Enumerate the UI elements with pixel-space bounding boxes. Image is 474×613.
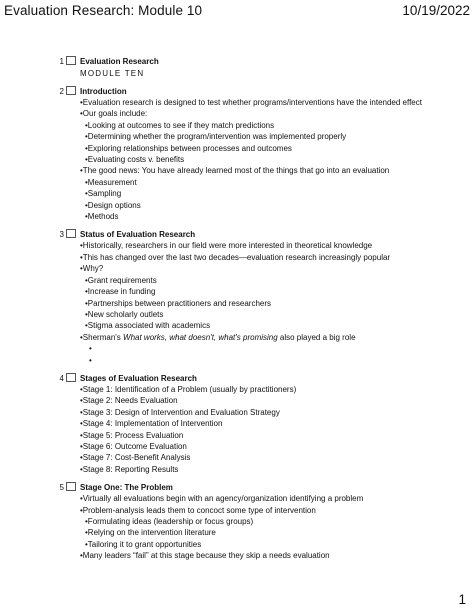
- document-date: 10/19/2022: [402, 3, 470, 18]
- bullet-item: •Sampling: [85, 189, 122, 199]
- bullet-item: •Our goals include:: [80, 109, 148, 119]
- bullet-item: [80, 332, 456, 343]
- slide-bullets: [80, 97, 456, 222]
- bullet-item: •Stage 4: Implementation of Intervention: [80, 419, 223, 429]
- bullet-item: •Exploring relationships between processes and outcomes: [85, 143, 292, 153]
- bullet-item: •: [89, 355, 92, 365]
- slide-thumbnail-box: [66, 373, 76, 382]
- bullet-item: •Stigma associated with academics: [85, 321, 211, 331]
- slide-thumbnail-box: [66, 482, 76, 491]
- slide-thumbnail-box: [66, 56, 76, 65]
- slide-title: Introduction: [80, 87, 127, 96]
- bullet-item: •Stage 7: Cost-Benefit Analysis: [80, 453, 191, 463]
- slide-thumbnail-box: [66, 86, 76, 95]
- book-title: What works, what doesn't, what's promising: [123, 332, 278, 342]
- bullet-item: •Evaluation research is designed to test whether programs/interventions have the intended effect: [80, 98, 422, 107]
- slide-bullets: [80, 493, 456, 561]
- slide-1: [56, 56, 456, 86]
- slide-bullets: [80, 384, 456, 475]
- slide-3: [56, 229, 456, 365]
- bullet-item: •Determining whether the program/intervention was implemented properly: [85, 132, 347, 142]
- bullet-item: •Evaluating costs v. benefits: [85, 155, 185, 165]
- bullet-item: •Stage 1: Identification of a Problem (usually by practitioners): [80, 384, 297, 394]
- slide-bullets: [80, 240, 456, 365]
- document-title: Evaluation Research: Module 10: [4, 3, 203, 18]
- slide-thumbnail-box: [66, 229, 76, 238]
- bullet-item: •Partnerships between practitioners and researchers: [85, 298, 272, 308]
- bullet-item: •Many leaders “fail” at this stage because they skip a needs evaluation: [80, 551, 330, 561]
- bullet-item: •Why?: [80, 264, 104, 274]
- bullet-item: •This has changed over the last two decades—evaluation research increasingly popular: [80, 252, 391, 262]
- slide-number: 3: [59, 230, 64, 240]
- slide-title: Evaluation Research: [80, 57, 159, 66]
- slide-notes-list: [56, 56, 456, 562]
- bullet-item: •Virtually all evaluations begin with an agency/organization identifying a problem: [80, 494, 364, 504]
- slide-subtitle: MODULE TEN: [80, 69, 145, 78]
- slide-5: [56, 482, 456, 561]
- slide-4: [56, 373, 456, 475]
- bullet-item: •Measurement: [85, 177, 137, 187]
- slide-title: Status of Evaluation Research: [80, 230, 196, 240]
- bullet-item: •Stage 5: Process Evaluation: [80, 430, 184, 440]
- slide-number: 1: [59, 57, 64, 66]
- bullet-item: •Stage 6: Outcome Evaluation: [80, 441, 187, 451]
- bullet-item: •Increase in funding: [85, 287, 156, 297]
- bullet-item: •Methods: [85, 212, 119, 222]
- slide-title: Stage One: The Problem: [80, 483, 173, 493]
- bullet-item: •Stage 3: Design of Intervention and Evaluation Strategy: [80, 407, 280, 417]
- bullet-item: •Stage 2: Needs Evaluation: [80, 396, 178, 406]
- page-number: 1: [458, 592, 466, 607]
- bullet-item: •Grant requirements: [85, 275, 157, 285]
- bullet-item: •Problem-analysis leads them to concoct some type of intervention: [80, 505, 316, 515]
- page-header: [4, 3, 470, 23]
- bullet-item: •Relying on the intervention literature: [85, 528, 216, 538]
- bullet-item: •Historically, researchers in our field were more interested in theoretical knowledge: [80, 241, 373, 251]
- bullet-item: •Looking at outcomes to see if they match predictions: [85, 120, 275, 130]
- bullet-item: •The good news: You have already learned most of the things that go into an evaluation: [80, 166, 390, 176]
- bullet-item: •: [89, 344, 92, 354]
- bullet-item: •New scholarly outlets: [85, 309, 164, 319]
- bullet-text: •Sherman's: [80, 332, 124, 342]
- bullet-item: •Tailoring it to grant opportunities: [85, 539, 202, 549]
- bullet-item: •Design options: [85, 200, 141, 210]
- bullet-item: •Formulating ideas (leadership or focus groups): [85, 517, 254, 526]
- slide-2: [56, 86, 456, 222]
- bullet-item: •Stage 8: Reporting Results: [80, 464, 179, 474]
- slide-number: 4: [59, 373, 64, 383]
- slide-number: 5: [59, 483, 64, 493]
- slide-number: 2: [59, 87, 64, 96]
- slide-title: Stages of Evaluation Research: [80, 373, 197, 383]
- bullet-text: also played a big role: [277, 332, 356, 342]
